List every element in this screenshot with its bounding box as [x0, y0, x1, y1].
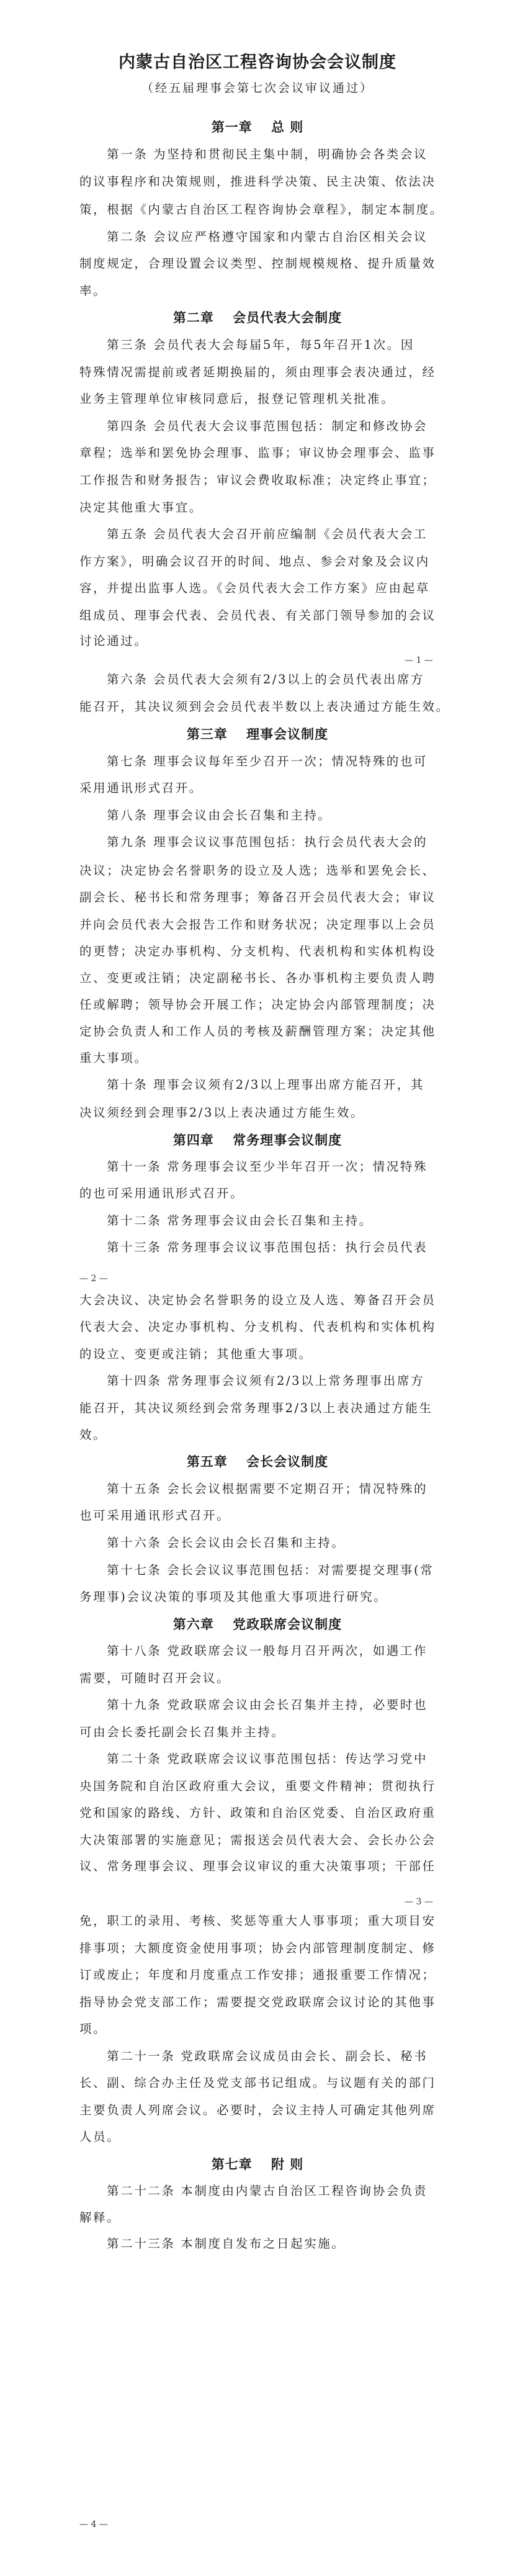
article-line: 重大事项。 — [79, 1051, 148, 1065]
article-line: 效。 — [79, 1428, 107, 1442]
article-line: 第二十三条 本制度自发布之日起实施。 — [107, 2236, 346, 2251]
chapter-heading: 第二章 会员代表大会制度 — [172, 310, 343, 325]
article-line: 第十二条 常务理事会议由会长召集和主持。 — [107, 1214, 373, 1228]
chapter-heading: 第三章 理事会议制度 — [186, 727, 329, 742]
article-line: 务理事)会议决策的事项及其他重大事项进行研究。 — [79, 1590, 388, 1604]
article-line: 作方案》，明确会议召开的时间、地点、参会对象及会议内 — [79, 554, 430, 569]
document-title: 内蒙古自治区工程咨询协会会议制度 — [119, 53, 396, 72]
article-line: 能召开，其决议须到会会员代表半数以上表决通过方能生效。 — [79, 700, 450, 714]
article-line: 特殊情况需提前或者延期换届的，须由理事会表决通过，经 — [79, 365, 436, 379]
article-line: 立、变更或注销；决定副秘书长、各办事机构主要负责人聘 — [79, 971, 436, 985]
article-line: 第十三条 常务理事会议议事范围包括：执行会员代表 — [107, 1240, 428, 1254]
article-line: 第二十二条 本制度由内蒙古自治区工程咨询协会负责 — [107, 2184, 428, 2198]
article-line: 第十八条 党政联席会议一般每月召开两次，如遇工作 — [107, 1644, 428, 1658]
article-line: 第十六条 会长会议由会长召集和主持。 — [107, 1536, 346, 1550]
article-line: 的设立、变更或注销；其他重大事项。 — [79, 1347, 313, 1361]
chapter-heading: 第七章 附 则 — [211, 2157, 304, 2172]
article-line: 可由会长委托副会长召集并主持。 — [79, 1725, 285, 1739]
article-line: 第一条 为坚持和贯彻民主集中制，明确协会各类会议 — [107, 147, 428, 161]
article-line: 的也可采用通讯形式召开。 — [79, 1186, 244, 1200]
article-line: 第三条 会员代表大会每届5年，每5年召开1次。因 — [107, 338, 414, 352]
article-line: 免，职工的录用、考核、奖惩等重大人事事项；重大项目安 — [79, 1914, 436, 1928]
chapter-heading: 第一章 总 则 — [211, 120, 304, 135]
article-line: 工作报告和财务报告；审议会费收取标准；决定终止事宜； — [79, 473, 436, 487]
article-line: 第二条 会议应严格遵守国家和内蒙古自治区相关会议 — [107, 230, 428, 244]
article-line: 大会决议、决定协会名誉职务的设立及人选、筹备召开会员 — [79, 1293, 436, 1307]
article-line: 组成员、理事会代表、会员代表、有关部门领导参加的会议 — [79, 608, 436, 623]
article-line: 需要，可随时召开会议。 — [79, 1671, 231, 1685]
article-line: 第十七条 会长会议议事范围包括：对需要提交理事(常 — [107, 1563, 434, 1577]
article-line: 议、常务理事会议、理事会议审议的重大决策事项；干部任 — [79, 1859, 436, 1873]
article-line: 决议；决定协会名誉职务的设立及人选；选举和罢免会长、 — [79, 863, 436, 878]
article-line: 也可采用通讯形式召开。 — [79, 1508, 231, 1523]
article-line: 采用通讯形式召开。 — [79, 781, 203, 795]
article-line: 的议事程序和决策规则，推进科学决策、民主决策、依法决 — [79, 174, 436, 189]
article-line: 任或解聘；领导协会开展工作；决定协会内部管理制度；决 — [79, 998, 436, 1012]
article-line: 第七条 理事会议每年至少召开一次；情况特殊的也可 — [107, 754, 428, 768]
article-line: 决定其他重大事宜。 — [79, 500, 203, 515]
article-line: 第八条 理事会议由会长召集和主持。 — [107, 808, 332, 822]
page-number: — 2 — — [79, 1274, 108, 1284]
article-line: 指导协会党支部工作；需要提交党政联席会议讨论的其他事 — [79, 1995, 436, 2009]
chapter-heading: 第六章 党政联席会议制度 — [172, 1617, 343, 1632]
article-line: 大决策部署的实施意见；需报送会员代表大会、会长办公会 — [79, 1833, 436, 1847]
article-line: 制度规定，合理设置会议类型、控制规模规格、提升质量效 — [79, 256, 436, 271]
article-line: 讨论通过。 — [79, 634, 148, 648]
article-line: 长、副、综合办主任及党支部书记组成。与议题有关的部门 — [79, 2076, 436, 2090]
article-line: 第十九条 党政联席会议由会长召集并主持，必要时也 — [107, 1698, 428, 1712]
article-line: 策，根据《内蒙古自治区工程咨询协会章程》，制定本制度。 — [79, 202, 444, 217]
page-number: — 4 — — [79, 2520, 108, 2529]
article-line: 代表大会、决定办事机构、分支机构、代表机构和实体机构 — [79, 1320, 436, 1334]
chapter-heading: 第四章 常务理事会议制度 — [172, 1133, 343, 1148]
article-line: 第十五条 会长会议根据需要不定期召开；情况特殊的 — [107, 1482, 428, 1496]
page-number: — 1 — — [405, 655, 433, 665]
article-line: 央国务院和自治区政府重大会议，重要文件精神；贯彻执行 — [79, 1779, 436, 1793]
article-line: 副会长、秘书长和常务理事；筹备召开会员代表大会；审议 — [79, 890, 436, 904]
article-line: 并向会员代表大会报告工作和财务状况；决定理事以上会员 — [79, 917, 436, 932]
article-line: 第十四条 常务理事会议须有2/3以上常务理事出席方 — [107, 1374, 425, 1388]
article-line: 项。 — [79, 2022, 107, 2036]
article-line: 率。 — [79, 284, 107, 298]
article-line: 的更替；决定办事机构、分支机构、代表机构和实体机构设 — [79, 944, 436, 958]
article-line: 能召开，其决议须经到会常务理事2/3以上表决通过方能生 — [79, 1401, 433, 1415]
article-line: 决议须经到会理事2/3以上表决通过方能生效。 — [79, 1106, 365, 1120]
article-line: 章程；选举和罢免协会理事、监事；审议协会理事会、监事 — [79, 446, 436, 460]
article-line: 第六条 会员代表大会须有2/3以上的会员代表出席方 — [107, 672, 425, 687]
article-line: 第九条 理事会议议事范围包括：执行会员代表大会的 — [107, 835, 428, 849]
article-line: 人员。 — [79, 2130, 121, 2144]
article-line: 第五条 会员代表大会召开前应编制《会员代表大会工 — [107, 527, 428, 541]
article-line: 解释。 — [79, 2210, 121, 2225]
article-line: 第四条 会员代表大会议事范围包括：制定和修改协会 — [107, 419, 428, 433]
article-line: 党和国家的路线、方针、政策和自治区党委、自治区政府重 — [79, 1806, 436, 1820]
article-line: 业务主管理单位审核同意后，报登记管理机关批准。 — [79, 392, 395, 406]
article-line: 第十条 理事会议须有2/3以上理事出席方能召开，其 — [107, 1078, 425, 1092]
article-line: 第十一条 常务理事会议至少半年召开一次；情况特殊 — [107, 1160, 428, 1174]
article-line: 订或废止；年度和月度重点工作安排；通报重要工作情况； — [79, 1968, 436, 1982]
article-line: 容，并提出监事人选。《会员代表大会工作方案》应由起草 — [79, 581, 430, 595]
article-line: 第二十一条 党政联席会议成员由会长、副会长、秘书 — [107, 2049, 428, 2063]
page-number: — 3 — — [405, 1897, 433, 1907]
document-subtitle: （经五届理事会第七次会议审议通过） — [141, 81, 374, 95]
chapter-heading: 第五章 会长会议制度 — [186, 1454, 329, 1469]
article-line: 第二十条 党政联席会议议事范围包括：传达学习党中 — [107, 1752, 428, 1766]
article-line: 主要负责人列席会议。必要时，会议主持人可确定其他列席 — [79, 2103, 436, 2117]
article-line: 定协会负责人和工作人员的考核及薪酬管理方案；决定其他 — [79, 1024, 436, 1038]
article-line: 排事项；大额度资金使用事项；协会内部管理制度制定、修 — [79, 1941, 436, 1955]
